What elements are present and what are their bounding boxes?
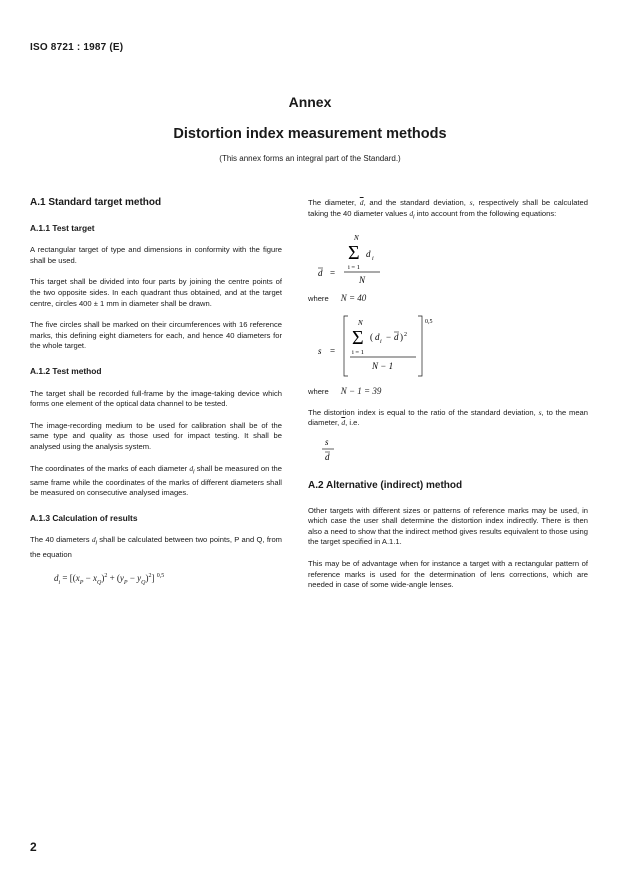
std-sum-lower: i = 1: [352, 349, 364, 357]
equation-exponent: 0,5: [156, 573, 165, 580]
mean-lhs: d: [318, 267, 323, 278]
left-column: [30, 198, 282, 598]
diameter-equation: $d_i = [(x_P - x_Q)^2 + (y_P - y_Q)^2]$ $^{0,5}$: [54, 573, 165, 586]
right-bracket: [418, 316, 422, 376]
a2-paragraph-2: This may be of advantage when for instance a target with a rectangular pattern of reference marks is used for the determination of lens corrections, which are needed in case of some wide-angle lenses.: [308, 559, 588, 590]
ratio-part-c: , i.e.: [345, 418, 360, 428]
intro-part-b: , and the standard deviation,: [363, 198, 470, 207]
std-sigma: Σ: [352, 327, 364, 350]
i-subscript-3: i: [413, 214, 415, 221]
standard-id: ISO 8721 : 1987 (E): [30, 42, 124, 53]
a12-paragraph-2: The image-recording medium to be used for calibration shall be of the same type and quality as those used for impact testing. It shall be analysed using the analysis system.: [30, 420, 282, 451]
a11-paragraph-1: A rectangular target of type and dimensions in conformity with the figure shall be used.: [30, 245, 282, 265]
a13-p1-end: shall be calculated between two points, P and Q, from the equation: [30, 535, 283, 559]
i-subscript-2: i: [95, 540, 97, 547]
ratio-part-a: The distortion index is equal to the ratio of the standard deviation,: [308, 407, 539, 417]
a12-paragraph-3: [30, 464, 282, 499]
right-intro-paragraph: [308, 198, 588, 223]
std-denominator: N − 1: [372, 361, 394, 372]
std-sum-upper: N: [358, 319, 363, 328]
left-bracket: [344, 316, 348, 376]
mean-sigma: Σ: [348, 241, 360, 264]
a12-paragraph-1: The target shall be recorded full-frame by the image-taking device which forms one element of the optical data channel to be tested.: [30, 388, 282, 409]
a13-paragraph-1: [30, 535, 282, 560]
right-column: [308, 198, 588, 602]
a12-p3-end: shall be measured on the same frame while the coordinates of the marks of different diameters shall be measured on consecutive analysed images.: [30, 463, 282, 498]
std-lhs: s: [318, 346, 322, 357]
where-line-2: [308, 386, 588, 398]
s-symbol: s: [469, 198, 473, 207]
a13-p1-start: The 40 diameters: [30, 535, 92, 545]
mean-sum-term: d: [366, 248, 371, 259]
mean-denominator: N: [359, 274, 366, 285]
section-a1-heading: A.1 Standard target method: [30, 197, 162, 208]
std-term-d: d: [375, 332, 380, 343]
a2-paragraph-1: Other targets with different sizes or patterns of reference marks may be used, in which case the user shall determine the distortion index indirectly. There is then also a need to show that the indirect method gives results equivalent to those using the target specified in A.1.1.: [308, 505, 588, 547]
std-close-paren: ): [400, 332, 403, 343]
di-symbol-2: d: [91, 535, 96, 545]
annex-label: Annex: [288, 94, 332, 110]
mean-equation: [314, 229, 434, 293]
ratio-part-b: , to the mean diameter,: [308, 407, 589, 428]
std-deviation-equation: [314, 314, 474, 380]
distortion-index-paragraph: [308, 408, 588, 429]
where-label-1: where: [308, 293, 329, 303]
a11-paragraph-2: This target shall be divided into four parts by joining the centre points of the two opposite sides. In each quadrant thus obtained, and at the target centre, circles 400 ± 1 mm in diameter shall be drawn.: [30, 277, 282, 308]
intro-part-d: into account from the following equations:: [414, 208, 557, 218]
annex-subtitle: (This annex forms an integral part of the Standard.): [219, 154, 401, 163]
std-term-sub: i: [380, 339, 382, 346]
mean-equals: =: [330, 267, 336, 278]
section-a13-heading: A.1.3 Calculation of results: [30, 512, 138, 523]
where-eq-1: N = 40: [340, 292, 367, 303]
where-eq-2: N − 1 = 39: [340, 386, 382, 397]
section-a12-heading: A.1.2 Test method: [30, 365, 102, 376]
mean-sum-term-sub: i: [372, 255, 374, 262]
where-label-2: where: [308, 387, 329, 397]
a11-paragraph-3: The five circles shall be marked on their circumferences with 16 reference marks, this defining eight diameters for each, and hence 40 diameters for the whole target.: [30, 320, 282, 351]
ratio-fraction: [320, 435, 360, 467]
std-open-paren: (: [370, 332, 373, 343]
where-line-1: [308, 293, 588, 305]
std-exponent: 0,5: [425, 319, 433, 326]
std-minus: −: [386, 332, 392, 343]
annex-title: Distortion index measurement methods: [173, 126, 447, 142]
intro-part-a: The diameter,: [308, 198, 360, 207]
s-symbol-2: s: [538, 407, 542, 417]
di-symbol: d: [189, 463, 194, 473]
std-square: 2: [404, 332, 407, 339]
ratio-denominator: d: [325, 452, 330, 463]
std-term-mean: d: [394, 332, 399, 343]
i-subscript: i: [193, 469, 195, 476]
page-number: 2: [30, 840, 37, 854]
intro-part-c: , respectively shall be calculated taking the 40 diameter values: [308, 198, 588, 218]
mean-sum-upper: N: [354, 233, 359, 242]
section-a2-heading: A.2 Alternative (indirect) method: [308, 480, 463, 492]
mean-d-symbol: $\overline{d}$: [359, 198, 364, 207]
ratio-numerator: s: [325, 437, 329, 448]
mean-sum-lower: i = 1: [348, 263, 360, 271]
di-symbol-3: d: [409, 208, 414, 218]
section-a11-heading: A.1.1 Test target: [30, 222, 95, 233]
std-equals: =: [330, 346, 336, 357]
mean-d-symbol-2: $\overline{d}$: [341, 418, 346, 428]
a12-p3-start: The coordinates of the marks of each diameter: [30, 463, 190, 473]
